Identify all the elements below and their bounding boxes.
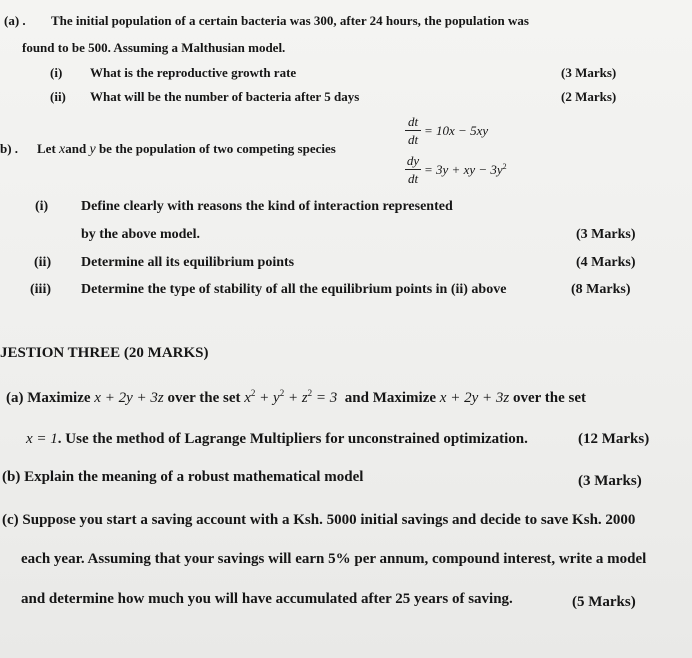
eq2-exponent: 2 [502, 162, 507, 171]
q3-a-and: and Maximize [344, 390, 437, 406]
q-b-intro-and: and [65, 141, 87, 156]
q-a-line1: The initial population of a certain bacteria was 300, after 24 hours, the population was [51, 13, 529, 28]
q3-c-line2: each year. Assuming that your savings will earn 5% per annum, compound interest, write a model [21, 551, 647, 567]
eq1-fraction-bar [405, 130, 421, 131]
q-b-intro [37, 142, 336, 157]
q-b-i-num: (i) [35, 199, 49, 214]
q-a-i-num: (i) [50, 65, 63, 80]
var-y: y [89, 142, 96, 157]
q-b-label: b) . [0, 141, 19, 156]
q-a-ii-marks: (2 Marks) [561, 89, 617, 104]
q-a-i-text: What is the reproductive growth rate [90, 65, 297, 80]
set-rest: = 3 [312, 390, 338, 406]
set-x: x [244, 390, 251, 406]
q3-b-marks: (3 Marks) [578, 473, 642, 489]
q3-b-text: (b) Explain the meaning of a robust mathematical model [2, 469, 364, 485]
q3-c-line1: (c) Suppose you start a saving account with a Ksh. 5000 initial savings and decide to save Ksh. 2000 [2, 512, 636, 528]
set-y-exp: 2 [279, 388, 285, 398]
q3-c-marks: (5 Marks) [572, 594, 636, 610]
set-z-exp: 2 [307, 388, 313, 398]
q3-a-line2 [26, 432, 528, 447]
eq2-numerator: dy [406, 153, 420, 168]
eq1-denominator: dt [407, 132, 419, 147]
q-b-iii-num: (iii) [30, 282, 51, 297]
eq2-fraction-bar [405, 169, 421, 170]
q-a-i-marks: (3 Marks) [561, 65, 617, 80]
q-b-ii-num: (ii) [34, 255, 52, 270]
q3-a-marks: (12 Marks) [578, 431, 650, 447]
eq2-fraction [405, 154, 421, 185]
eq1-numerator: dt [407, 114, 419, 129]
q3-a-set: $x^2 + y^2 + z^2 = 3$ [244, 388, 338, 406]
q3-a-expr: x + 2y + 3z [94, 390, 164, 406]
eq1-fraction [405, 115, 421, 146]
eq1-rhs: = 10x − 5xy [424, 123, 489, 138]
set-x-exp: 2 [250, 388, 256, 398]
q-a-label: (a) . [4, 13, 26, 28]
q-b-i-text2: by the above model. [81, 227, 200, 242]
q3-a-mid: over the set [167, 390, 241, 406]
q3-a2-text: . Use the method of Lagrange Multipliers for unconstrained optimization. [57, 431, 528, 447]
q-b-intro-post: be the population of two competing species [98, 141, 336, 156]
eq2-denominator: dt [407, 171, 419, 186]
q3-a2-expr: x = 1 [26, 431, 58, 447]
q3-a-expr2: x + 2y + 3z [439, 390, 510, 406]
q-b-ii-marks: (4 Marks) [576, 255, 636, 270]
q-b-iii-marks: (8 Marks) [571, 282, 631, 297]
q-b-intro-pre: Let [37, 141, 56, 156]
q3-a-end: over the set [512, 390, 586, 406]
eq2-rhs [424, 163, 507, 176]
set-y: y [273, 390, 280, 406]
q-a-line2: found to be 500. Assuming a Malthusian model. [22, 40, 286, 55]
q3-a-pre: (a) Maximize [6, 390, 91, 406]
q-b-i-marks: (3 Marks) [576, 227, 636, 242]
q-a-ii-text: What will be the number of bacteria after 5 days [90, 89, 360, 104]
q-b-i-text1: Define clearly with reasons the kind of interaction represented [81, 199, 453, 214]
eq2-rhs-text: = 3y + xy − 3y [424, 162, 503, 177]
q-b-iii-text: Determine the type of stability of all the equilibrium points in (ii) above [81, 282, 507, 297]
q3-heading: JESTION THREE (20 MARKS) [0, 345, 209, 361]
var-x: x [59, 142, 66, 157]
q3-c-line3: and determine how much you will have accumulated after 25 years of saving. [21, 591, 513, 607]
q-a-ii-num: (ii) [50, 89, 66, 104]
q-b-ii-text: Determine all its equilibrium points [81, 255, 295, 270]
q3-a-line1 [6, 389, 586, 406]
set-z: z [301, 390, 308, 406]
